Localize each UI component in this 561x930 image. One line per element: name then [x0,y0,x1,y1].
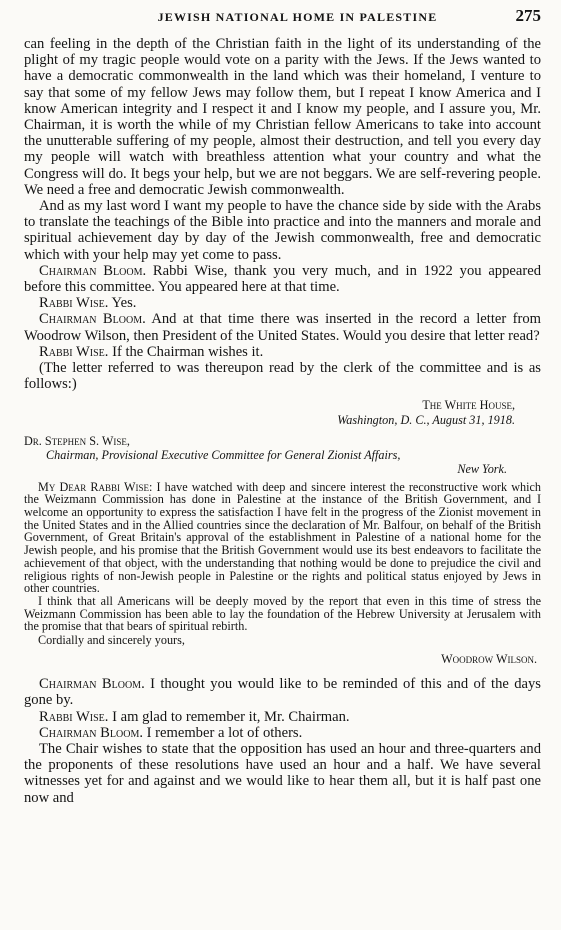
testimony-text [24,36,541,392]
dialogue-line [24,709,541,725]
page-number: 275 [515,6,541,25]
addressee-name: Dr. Stephen S. Wise, [24,434,130,449]
dialogue-line [24,311,541,343]
running-header [24,6,541,36]
speech-text: Rabbi Wise, thank you very much, and in 1922 you appeared before this committee. You appeared here at that time. [24,262,541,296]
speaker-name: Rabbi Wise. [39,295,109,312]
dialogue-line [24,676,541,708]
letter-salutation: My Dear Rabbi Wise: [38,479,153,494]
speech-text: I thought you would like to be reminded of this and of the days gone by. [24,676,541,709]
letter-heading [24,398,541,428]
speaker-name: Chairman Bloom. [39,724,143,741]
speaker-name: Chairman Bloom. [39,676,145,693]
letter-text: I have watched with deep and sincere interest the reconstructive work which the Weizmann Commission has done in Palestine at the instance of the British Government, and I welcome an opportunity to express the satisfaction I have felt in the progress of the Zionist movement in the United States and in the Allied countries since the declaration of Mr. Balfour, on behalf of the British Government, of Great Britain's approval of the establishment in Palestine of a national home for the Jewish people, and his promise that the British Government would use its best endeavors to facilitate the achievement of that object, with the understanding that nothing would be done to prejudice the civil and religious rights of non-Jewish people in Palestine or the rights and political status enjoyed by Jews in other countries. [24,479,541,596]
letter-body [24,481,541,633]
letter-paragraph: I think that all Americans will be deeply moved by the report that even in this time of stress the Weizmann Commission has been able to lay the foundation of the Hebrew University at Jerusalem with the promise that that bears of spiritual rebirth. [24,594,541,634]
letter-signature: Woodrow Wilson. [441,652,537,667]
paragraph: And as my last word I want my people to have the chance side by side with the Arabs to translate the teachings of the Bible into practice and into the manners and morale and spiritual achievement day by day of the Jewish commonwealth, free and democratic which with your help may yet come to pass. [24,198,541,263]
speaker-name: Rabbi Wise. [39,708,109,725]
speaker-name: Chairman Bloom. [39,262,147,279]
running-title: JEWISH NATIONAL HOME IN PALESTINE [157,10,438,24]
speech-text: I am glad to remember it, Mr. Chairman. [108,708,350,725]
speech-text: If the Chairman wishes it. [108,343,264,360]
letter-sender-place: The White House, [422,398,515,413]
speech-text: And at that time there was inserted in the record a letter from Woodrow Wilson, then President of the United States. Would you desire that letter read? [24,311,541,344]
letter-date: Washington, D. C., August 31, 1918. [337,413,515,428]
speaker-name: Rabbi Wise. [39,343,109,360]
letter-intro: (The letter referred to was thereupon read by the clerk of the committee and is as follows:) [24,360,541,393]
addressee-title: Chairman, Provisional Executive Committee for General Zionist Affairs, [46,448,401,463]
paragraph: can feeling in the depth of the Christian faith in the light of its understanding of the plight of my tragic people would vote on a parity with the Jews. If the Jews wanted to have a democratic commonwealth in the land which was their homeland, I venture to say that some of my fellow Jews may follow them, but I repeat I know America and I know American integrity and I respect it and I know my people, and I assure you, Mr. Chairman, it is worth the while of my Christian fellow Americans to take into account the unutterable suffering of my people, almost their destruction, and tell you every day my people will watch with breathless attention what your country and what the Congress will do. It begs your help, but we are not beggars. We are self-revering people. We need a free and democratic Jewish commonwealth. [24,36,541,198]
testimony-text-continued [24,676,541,806]
dialogue-line [24,725,541,741]
paragraph: The Chair wishes to state that the opposition has used an hour and three-quarters and the proponents of these resolutions have used an hour and a half. We have several witnesses yet for and against and we would like to hear them all, but it is half past one now and [24,740,541,806]
dialogue-line [24,263,541,295]
speech-text: I remember a lot of others. [143,724,303,741]
dialogue-line [24,295,541,311]
speech-text: Yes. [108,295,137,312]
dialogue-line [24,344,541,360]
letter-addressee [24,434,541,477]
letter-closing: Cordially and sincerely yours, [38,633,185,648]
addressee-city: New York. [457,462,507,477]
letter-paragraph [24,481,541,595]
speaker-name: Chairman Bloom. [39,311,146,328]
